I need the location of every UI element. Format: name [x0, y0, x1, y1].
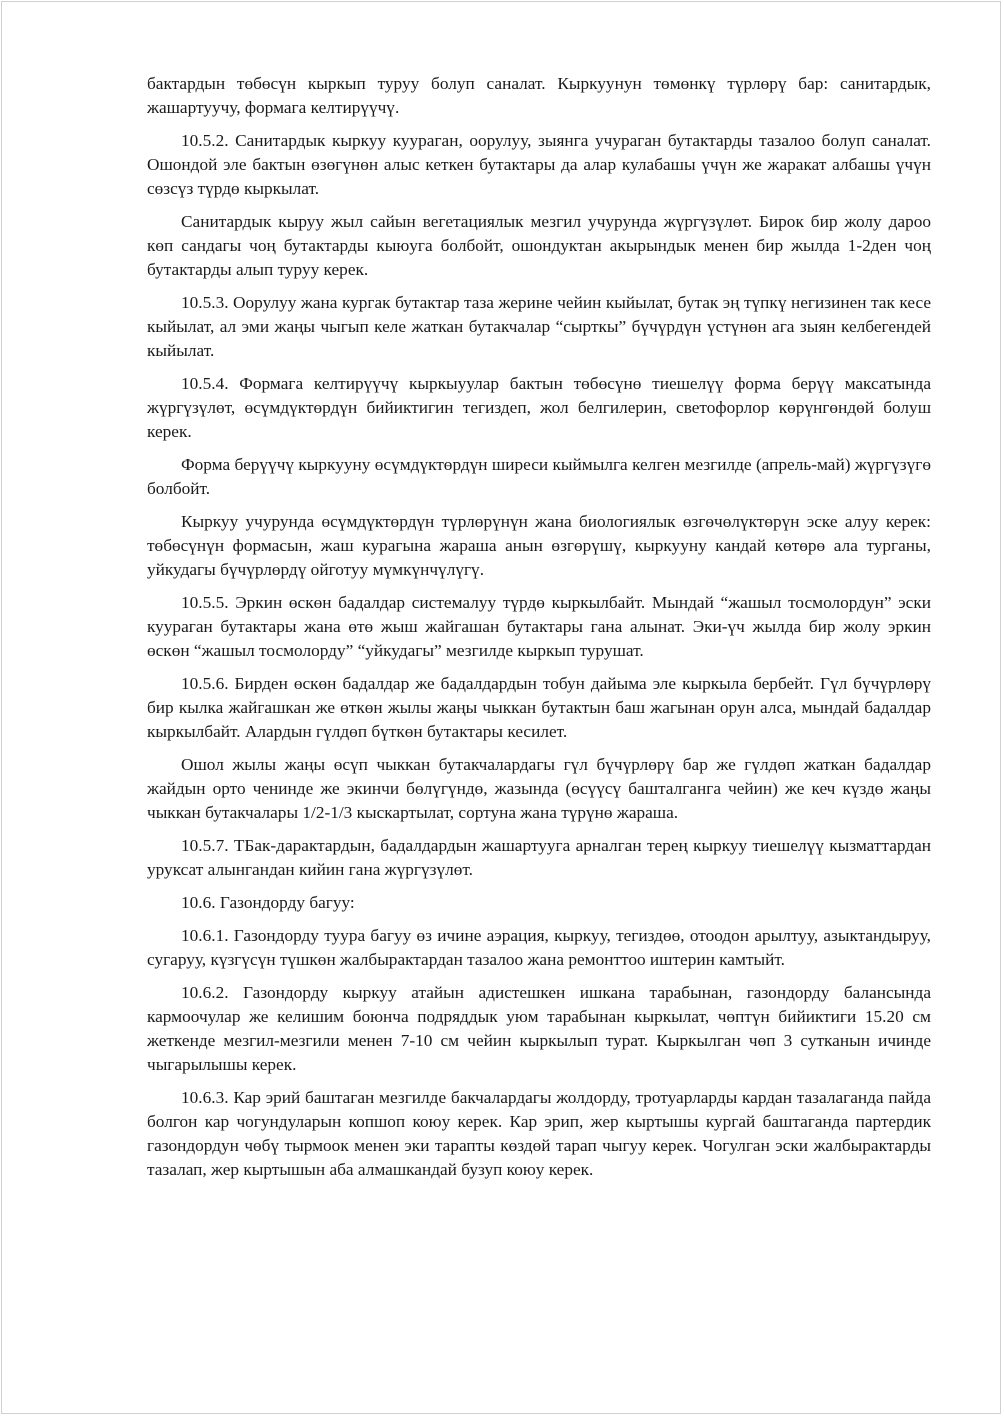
paragraph-10-5-3: 10.5.3. Оорулуу жана кургак бутактар таза жерине чейин кыйылат, бутак эң түпкү негизинен так кесе кыйылат, ал эми жаңы чыгып келе жаткан бутакчалар “сырткы” бүчүрдүн үстүнөн ага зыян келбегендей кыйылат. [147, 293, 931, 360]
paragraph-sanitary-pruning: Санитардык кыруу жыл сайын вегетациялык мезгил учурунда жүргүзүлөт. Бирок бир жолу дароо көп сандагы чоң бутактарды кыюуга болбойт, ошондуктан акырындык менен бир жылда 1-2ден чоң бутактарды алып туруу керек. [147, 212, 931, 279]
paragraph-10-5-5: 10.5.5. Эркин өскөн бадалдар системалуу түрдө кыркылбайт. Мындай “жашыл тосмолордун” эски куураган бутактары жана өтө жыш жайгашан бутактары гана алынат. Эки-үч жылда бир жолу эркин өскөн “жашыл тосмолорду” “уйкудагы” мезгилде кыркып турушат. [147, 593, 931, 660]
paragraph-10-6-1: 10.6.1. Газондорду туура багуу өз ичине аэрация, кыркуу, тегиздөө, отоодон арылтуу, азыктандыруу, сугаруу, күзгүсүн түшкөн жалбырактардан тазалоо жана ремонттоо иштерин камтыйт. [147, 926, 931, 969]
paragraph-flowering-shrubs: Ошол жылы жаңы өсүп чыккан бутакчалардагы гүл бүчүрлөрү бар же гүлдөп жаткан бадалдар жайдын орто ченинде же экинчи бөлүгүндө, жазында (өсүүсү башталганга чейин) же кеч күздө жаңы чыккан бутакчалары 1/2-1/3 кыскартылат, сортуна жана түрүнө жараша. [147, 755, 931, 822]
paragraph-10-5-6: 10.5.6. Бирден өскөн бадалдар же бадалдардын тобун дайыма эле кыркыла бербейт. Гүл бүчүрлөрү бир кылка жайгашкан же өткөн жылы жаңы чыккан бутактын баш жагынан орун алса, мындай бадалдар кыркылбайт. Алардын гүлдөп бүткөн бутактары кесилет. [147, 674, 931, 741]
paragraph-continuation: бактардын төбөсүн кыркып туруу болуп саналат. Кыркуунун төмөнкү түрлөрү бар: санитардык, жашартуучу, формага келтирүүчү. [147, 74, 931, 117]
document-page [1, 1, 1001, 1414]
paragraph-shaping-season: Форма берүүчү кыркууну өсүмдүктөрдүн ширеси кыймылга келген мезгилде (апрель-май) жүргүзүгө болбойт. [147, 455, 931, 498]
paragraph-pruning-considerations: Кыркуу учурунда өсүмдүктөрдүн түрлөрүнүн жана биологиялык өзгөчөлүктөрүн эске алуу керек: төбөсүнүн формасын, жаш курагына жараша анын өзгөрүшү, кыркууну кандай көтөрө ала турганы, уйкудагы бүчүрлөрдү ойготуу мүмкүнчүлүгү. [147, 512, 931, 579]
document-body [147, 72, 931, 1191]
paragraph-10-6-2: 10.6.2. Газондорду кыркуу атайын адистешкен ишкана тарабынан, газондорду балансында кармоочулар же келишим боюнча подряддык уюм тарабынан кыркылат, чөптүн бийиктиги 15.20 см жеткенде мезгил-мезгили менен 7-10 см чейин кыркылып турат. Кыркылган чөп 3 сутканын ичинде чыгарылышы керек. [147, 983, 931, 1074]
paragraph-10-5-4: 10.5.4. Формага келтирүүчү кыркыуулар бактын төбөсүнө тиешелүү форма берүү максатында жүргүзүлөт, өсүмдүктөрдүн бийиктигин тегиздеп, жол белгилерин, светофорлор көрүнгөндөй болуш керек. [147, 374, 931, 441]
paragraph-10-5-7: 10.5.7. ТБак-дарактардын, бадалдардын жашартууга арналган терең кыркуу тиешелүү кызматтардан уруксат алынгандан кийин гана жүргүзүлөт. [147, 836, 931, 879]
paragraph-10-6-3: 10.6.3. Кар эрий баштаган мезгилде бакчалардагы жолдорду, тротуарларды кардан тазалаганда пайда болгон кар чогундуларын копшоп коюу керек. Кар эрип, жер кыртышы кургай баштаганда партердик газондордун чөбү тырмоок менен эки тарапты көздөй тарап чыгуу керек. Чогулган эски жалбырактарды тазалап, жер кыртышын аба алмашкандай бузуп коюу керек. [147, 1088, 931, 1179]
paragraph-10-5-2: 10.5.2. Санитардык кыркуу куураган, оорулуу, зыянга учураган бутактарды тазалоо болуп саналат. Ошондой эле бактын өзөгүнөн алыс кеткен бутактары да алар кулабашы үчүн же жаракат албашы үчүн сөзсүз түрдө кыркылат. [147, 131, 931, 198]
section-heading-10-6: 10.6. Газондорду багуу: [181, 893, 355, 912]
